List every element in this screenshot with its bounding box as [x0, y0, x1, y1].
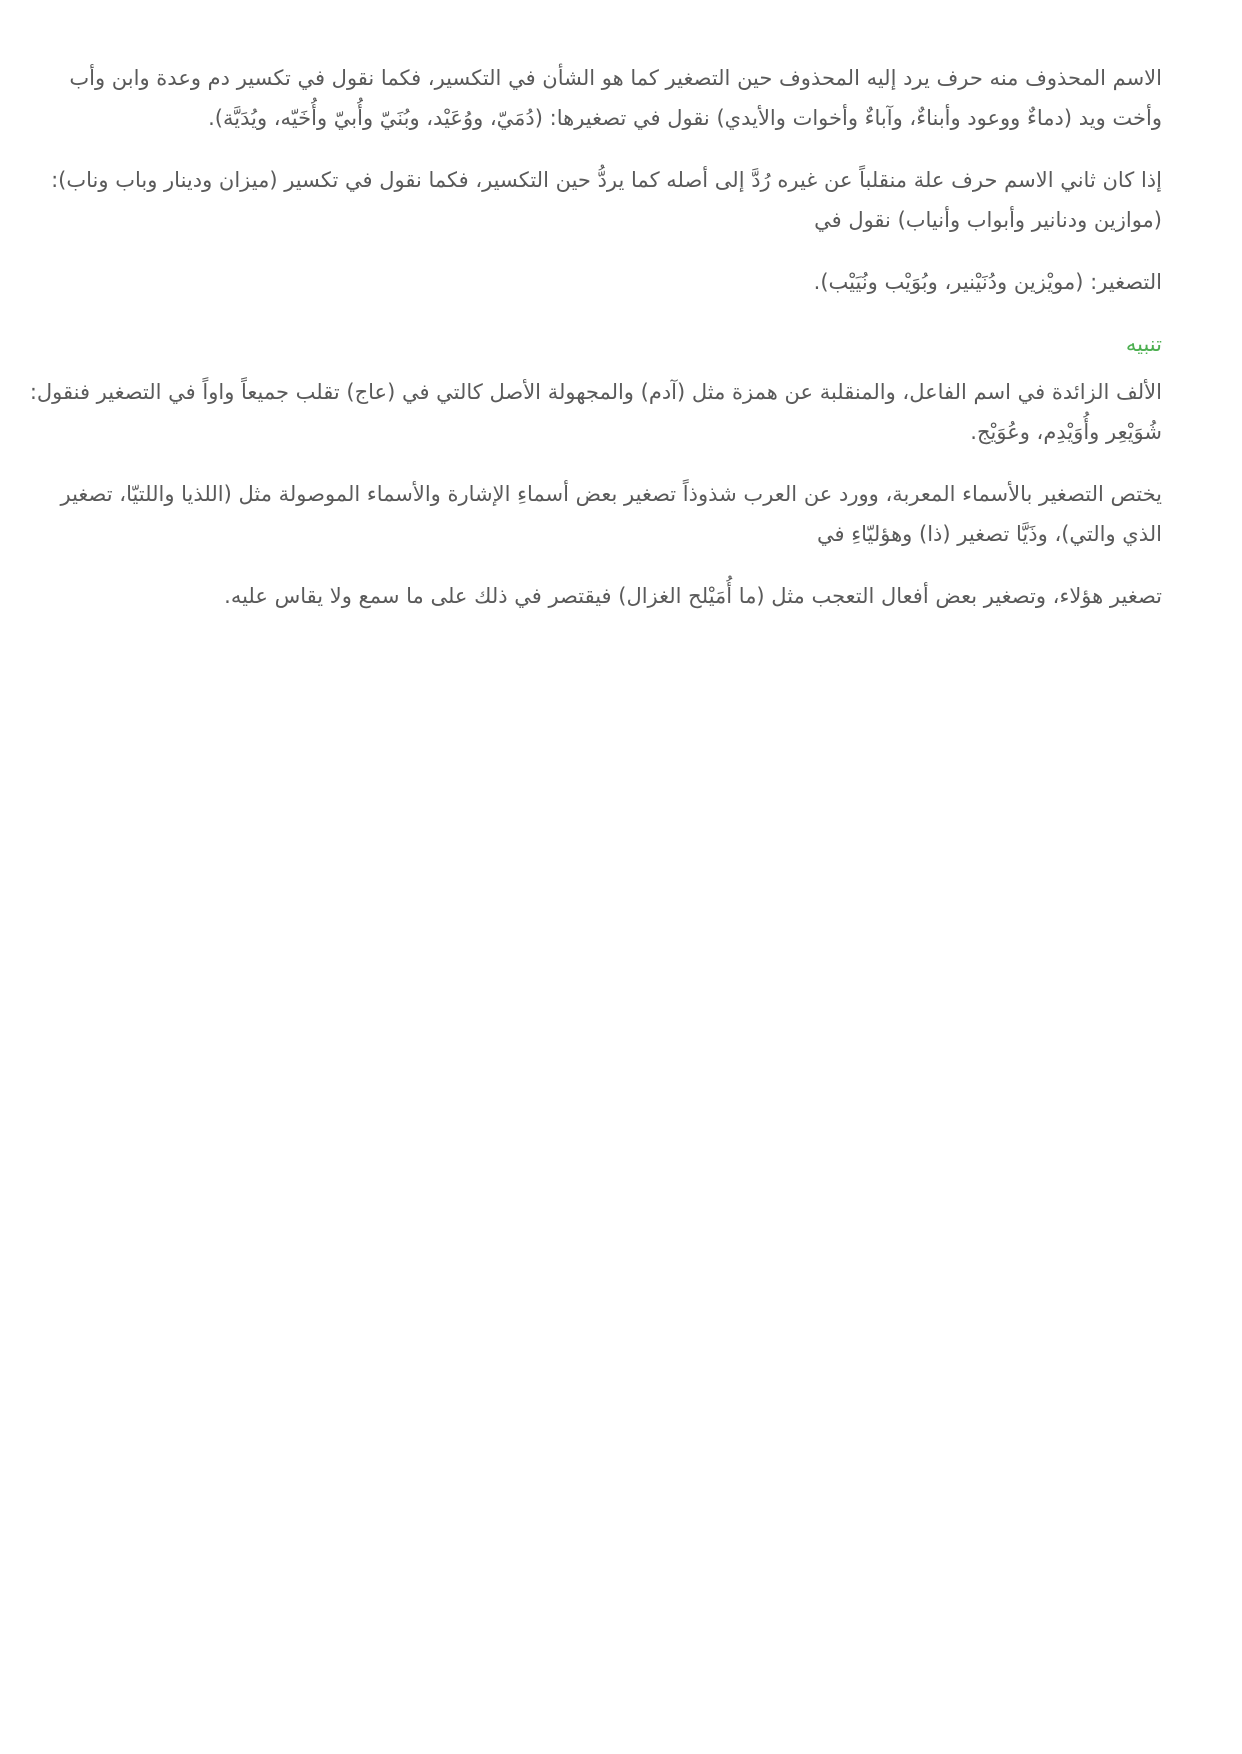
paragraph-declinable-nouns	[60, 474, 1162, 554]
paragraph-line: إذا كان ثاني الاسم حرف علة منقلباً عن غيره رُدَّ إلى أصله كما يردُّ حين التكسير، فكما نقول في تكسير (ميزان ودينار وباب وناب):	[51, 168, 1162, 192]
paragraph-line: يختص التصغير بالأسماء المعربة، وورد عن العرب شذوذاً تصغير بعض أسماءِ الإشارة والأسماء الموصولة مثل (اللذيا واللتيّا، تصغير	[60, 482, 1162, 506]
document-content	[29, 58, 1162, 616]
paragraph-line: الاسم المحذوف منه حرف يرد إليه المحذوف حين التصغير كما هو الشأن في التكسير، فكما نقول في تكسير دم وعدة وابن وأب	[69, 66, 1162, 90]
paragraph-line: شُوَيْعِر وأُوَيْدِم، وعُوَيْج.	[970, 420, 1162, 444]
paragraph-line: وأخت ويد (دماءٌ ووعود وأبناءٌ، وآباءٌ وأخوات والأيدي) نقول في تصغيرها: (دُمَيّ، ووُعَيْد، وبُنَيّ وأُبيّ وأُخَيّه، ويُدَيَّة).	[208, 106, 1162, 130]
paragraph-exceptional-forms	[80, 576, 1162, 616]
paragraph-line: تصغير هؤلاء، وتصغير بعض أفعال التعجب مثل (ما أُمَيْلح الغزال) فيقتصر في ذلك على ما سمع ولا يقاس عليه.	[224, 584, 1162, 608]
paragraph-restoration-deleted-letter	[69, 58, 1162, 138]
paragraph-alif-to-waw	[29, 372, 1162, 452]
paragraph-line: التصغير: (مويْزين ودُنَيْنير، وبُوَيْب ونُيَيْب).	[813, 270, 1162, 294]
paragraph-diminutive-examples	[80, 262, 1162, 302]
paragraph-second-letter-vowel	[51, 160, 1162, 240]
section-heading-note: تنبيه	[1125, 332, 1162, 356]
paragraph-line: الذي والتي)، وذَيَّا تصغير (ذا) وهؤليّاءِ في	[817, 522, 1162, 546]
paragraph-line: الألف الزائدة في اسم الفاعل، والمنقلبة عن همزة مثل (آدم) والمجهولة الأصل كالتي في (عاج) تقلب جميعاً واواً في التصغير فنقول:	[29, 380, 1162, 404]
paragraph-line: (موازين ودنانير وأبواب وأنياب) نقول في	[814, 208, 1162, 232]
